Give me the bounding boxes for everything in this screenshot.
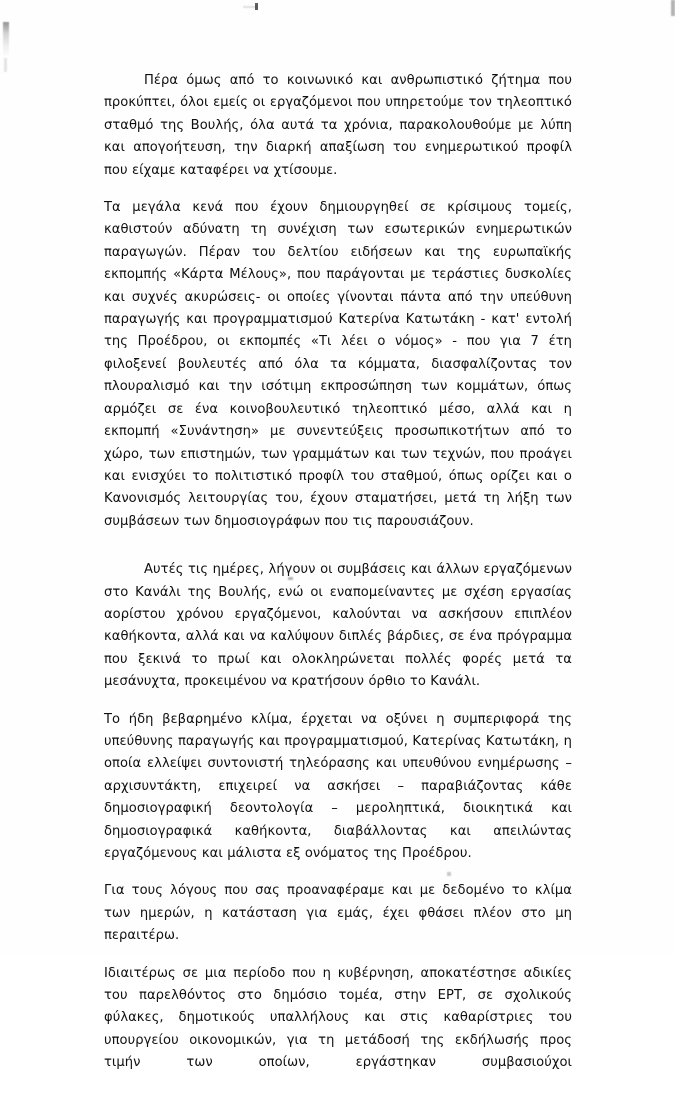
scan-artifact-left-edge-lower: [4, 58, 7, 72]
paragraph-4: Το ήδη βεβαρημένο κλίμα, έρχεται να οξύνει η συμπεριφορά της υπεύθυνης παραγωγής και προγραμματισμού, Κατερίνας Κατωτάκη, η οποία ελλείψει συντονιστή τηλεόρασης και υπευθύνου ενημέρωσης – αρχισυντάκτη, επιχειρεί να ασκήσει – παραβιάζοντας κάθε δημοσιογραφική δεοντολογία – μεροληπτικά, διοικητικά και δημοσιογραφικά καθήκοντα, διαβάλλοντας και απειλώντας εργαζόμενους και μάλιστα εξ ονόματος της Προέδρου.: [104, 711, 572, 861]
paragraph-3: Αυτές τις ημέρες, λήγουν οι συμβάσεις και άλλων εργαζόμενων στο Κανάλι της Βουλής, ενώ οι εναπομείναντες με σχέση εργασίας αορίστου χρόνου εργαζόμενοι, καλούνται να ασκήσουν επιπλέον καθήκοντα, αλλά και να καλύψουν διπλές βάρδιες, σε ένα πρόγραμμα που ξεκινά το πρωί και ολοκληρώνεται πολλές φορές μετά τα μεσάνυχτα, προκειμένου να κρατήσουν όρθιο το Κανάλι.: [104, 562, 572, 690]
scan-artifact-right-edge: [671, 0, 675, 16]
paragraph-1: Πέρα όμως από το κοινωνικό και ανθρωπιστικό ζήτημα που προκύπτει, όλοι εμείς οι εργαζόμενοι που υπηρετούμε τον τηλεοπτικό σταθμό της Βουλής, όλα αυτά τα χρόνια, παρακολουθούμε με λύπη και απογοήτευση, την διαρκή απαξίωση του ενημερωτικού προφίλ που είχαμε καταφέρει να χτίσουμε.: [104, 73, 572, 178]
scan-artifact-left-edge: [3, 22, 9, 56]
document-body: [104, 70, 572, 1112]
paragraph-6: Ιδιαιτέρως σε μια περίοδο που η κυβέρνηση, αποκατέστησε αδικίες του παρελθόντος στο δημόσιο τομέα, στην ΕΡΤ, σε σχολικούς φύλακες, δημοτικούς υπαλλήλους και στις καθαρίστριες του υπουργείου οικονομικών, για τη μετάδοσή της εκδήλωσής προς τιμήν των οποίων, εργάστηκαν συμβασιούχοι: [104, 965, 572, 1071]
scan-artifact-top-speck: [255, 3, 258, 10]
paragraph-5: Για τους λόγους που σας προαναφέραμε και με δεδομένο το κλίμα των ημερών, η κατάσταση για εμάς, έχει φθάσει πλέον στο μη περαιτέρω.: [104, 883, 572, 944]
paragraph-2: Τα μεγάλα κενά που έχουν δημιουργηθεί σε κρίσιμους τομείς, καθιστούν αδύνατη τη συνέχιση των εσωτερικών ενημερωτικών παραγωγών. Πέραν του δελτίου ειδήσεων και της ευρωπαϊκής εκπομπής «Κάρτα Μέλους», που παράγονται με τεράστιες δυσκολίες και συχνές ακυρώσεις- οι οποίες γίνονται πάντα από την υπεύθυνη παραγωγής και προγραμματισμού Κατερίνα Κατωτάκη - κατ' εντολή της Προέδρου, οι εκπομπές «Τι λέει ο νόμος» - που για 7 έτη φιλοξενεί βουλευτές από όλα τα κόμματα, διασφαλίζοντας τον πλουραλισμό και την ισότιμη εκπροσώπηση των κομμάτων, όπως αρμόζει σε ένα κοινοβουλευτικό τηλεοπτικό μέσο, αλλά και η εκπομπή «Συνάντηση» με συνεντεύξεις προσωπικοτήτων από το χώρο, των επιστημών, των γραμμάτων και των τεχνών, που προάγει και ενισχύει το πολιτιστικό προφίλ του σταθμού, όπως ορίζει και ο Κανονισμός λειτουργίας του, έχουν σταματήσει, μετά τη λήξη των συμβάσεων των δημοσιογράφων που τις παρουσιάζουν.: [104, 200, 572, 529]
